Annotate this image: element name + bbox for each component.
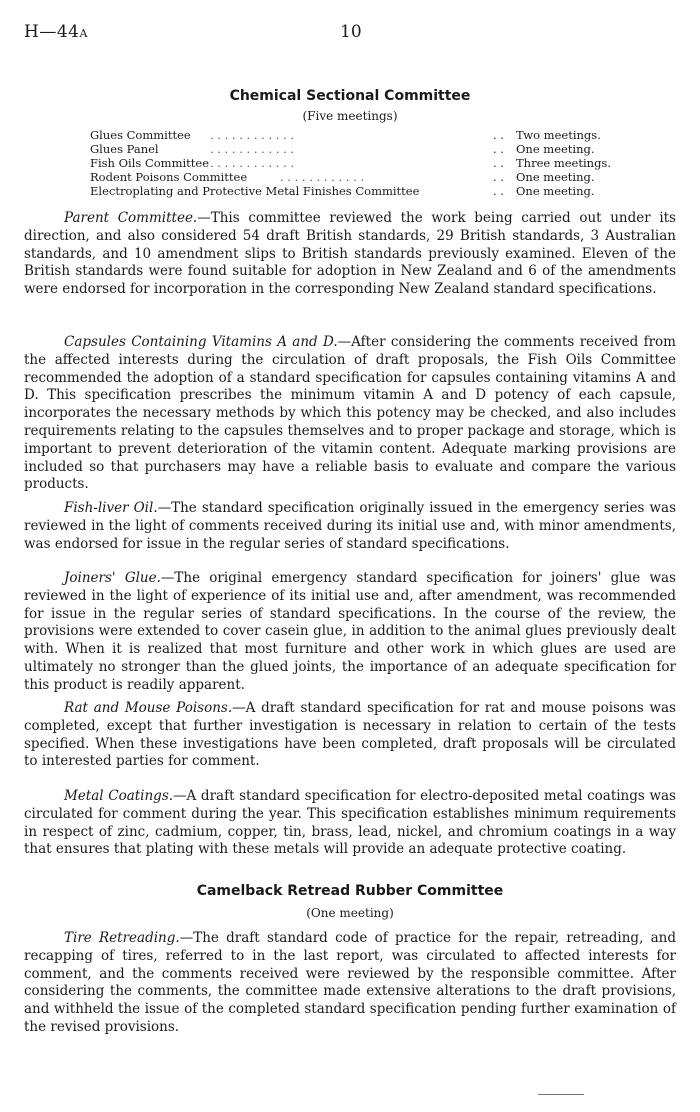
paragraph-text: —A draft standard specification for electro-deposited metal coatings was circulated for comment during the year. This specification establishes minimum requirements in respect of zinc, cadmium, copper, tin, brass, lead, nickel, and chromium coatings in a way that ensures that plating with these metals will provide an adequate protective coating. xyxy=(24,788,676,858)
page-code-suffix: A xyxy=(79,27,88,40)
paragraph-text: —The draft standard code of practice for the repair, retreading, and recapping of tires, referred to in the last report, was circulated to affected interests for comment, and the comments received were reviewed by the responsible committee. After considering the comments, the committee made extensive alterations to the draft provisions, and withheld the issue of the completed standard specification pending further examination of the revised provisions. xyxy=(24,930,676,1035)
paragraph-heading: Rat and Mouse Poisons. xyxy=(64,700,233,716)
meeting-count: One meeting. xyxy=(516,170,595,184)
meeting-count: Two meetings. xyxy=(516,128,601,142)
paragraph-heading: Fish-liver Oil. xyxy=(64,500,158,516)
dot-leaders: . . xyxy=(493,156,504,170)
page-code xyxy=(24,22,88,42)
paragraph-heading: Parent Committee. xyxy=(64,210,198,226)
page-end-rule xyxy=(538,1094,584,1095)
paragraph-tire-retreading xyxy=(24,930,676,1037)
paragraph-text: —A draft standard specification for rat and mouse poisons was completed, except that further investigation is necessary in relation to certain of the tests specified. When these investigations have been completed, draft proposals will be circulated to interested parties for comment. xyxy=(24,700,676,770)
paragraph-fish-liver-oil xyxy=(24,500,676,553)
meeting-committee-name: Electroplating and Protective Metal Finishes Committee xyxy=(90,184,420,198)
section-subtitle-chemical: (Five meetings) xyxy=(302,109,398,123)
paragraph-vitamin-capsules xyxy=(24,334,676,494)
paragraph-heading: Tire Retreading. xyxy=(64,930,180,946)
dot-leaders: . . xyxy=(493,142,504,156)
dot-leaders: . . xyxy=(493,170,504,184)
page-code-main: H—44 xyxy=(24,22,80,42)
meeting-count: One meeting. xyxy=(516,184,595,198)
meeting-row xyxy=(90,142,650,156)
section-title-chemical: Chemical Sectional Committee xyxy=(229,88,471,104)
dot-leaders: . . xyxy=(493,128,504,142)
paragraph-rat-mouse-poisons xyxy=(24,700,676,771)
paragraph-heading: Metal Coatings. xyxy=(64,788,174,804)
dot-leaders: . . . . . . . . . . . . xyxy=(210,142,295,156)
dot-leaders: . . xyxy=(493,184,504,198)
paragraph-text: —The original emergency standard specification for joiners' glue was reviewed in the light of experience of its initial use and, after amendment, was recommended for issue in the regular series of standard specifications. In the course of the review, the provisions were extended to cover casein glue, in addition to the animal glues previously dealt with. When it is realized that most furniture and other work in which glues are used are ultimately no stronger than the glued joints, the importance of an adequate specification for this product is readily apparent. xyxy=(24,570,676,693)
meeting-committee-name: Glues Panel xyxy=(90,142,159,156)
dot-leaders: . . . . . . . . . . . . xyxy=(280,170,365,184)
meeting-committee-name: Glues Committee xyxy=(90,128,191,142)
paragraph-text: —This committee reviewed the work being carried out under its direction, and also considered 54 draft British standards, 29 British standards, 3 Australian standards, and 10 amendment slips to British standards previously examined. Eleven of the British standards were found suitable for adoption in New Zealand and 6 of the amendments were endorsed for incorporation in the corresponding New Zealand standard specifications. xyxy=(24,210,676,298)
paragraph-joiners-glue xyxy=(24,570,676,695)
meeting-committee-name: Fish Oils Committee xyxy=(90,156,210,170)
section-subtitle-camelback: (One meeting) xyxy=(306,906,394,920)
paragraph-parent-committee xyxy=(24,210,676,299)
paragraph-text: —The standard specification originally issued in the emergency series was reviewed in the light of comments received during its initial use and, with minor amendments, was endorsed for issue in the regular series of standard specifications. xyxy=(24,500,676,552)
meeting-row xyxy=(90,184,650,198)
section-title-camelback: Camelback Retread Rubber Committee xyxy=(196,883,504,899)
meeting-count: One meeting. xyxy=(516,142,595,156)
meeting-row xyxy=(90,128,650,142)
meeting-row xyxy=(90,170,650,184)
page-number: 10 xyxy=(340,22,362,42)
dot-leaders: . . . . . . . . . . . . xyxy=(210,128,295,142)
paragraph-heading: Joiners' Glue. xyxy=(64,570,161,586)
meeting-row xyxy=(90,156,650,170)
meeting-committee-name: Rodent Poisons Committee xyxy=(90,170,248,184)
paragraph-metal-coatings xyxy=(24,788,676,859)
meeting-count: Three meetings. xyxy=(516,156,611,170)
paragraph-heading: Capsules Containing Vitamins A and D. xyxy=(64,334,338,350)
paragraph-text: —After considering the comments received from the affected interests during the circulation of draft proposals, the Fish Oils Committee recommended the adoption of a standard specification for capsules containing vitamins A and D. This specification prescribes the minimum vitamin A and D potency of each capsule, incorporates the necessary methods by which this potency may be checked, and also includes requirements relating to the capsules themselves and to proper package and storage, which is important to prevent deterioration of the vitamin content. Adequate marking provisions are included so that purchasers may have a reliable basis to evaluate and compare the various products. xyxy=(24,334,676,493)
dot-leaders: . . . . . . . . . . . . xyxy=(210,156,295,170)
